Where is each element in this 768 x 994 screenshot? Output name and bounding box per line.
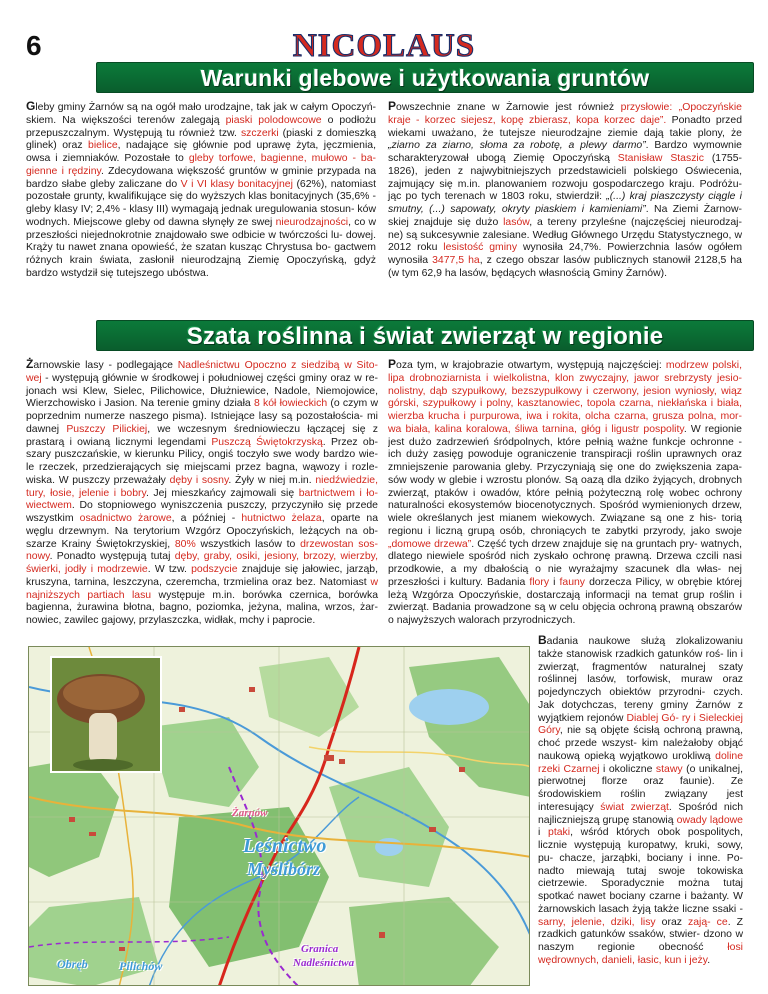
text-run: owady lądowe	[676, 814, 743, 826]
text-run: o podłożu przepuszczalnym. Występują tu również tzw.	[26, 114, 376, 139]
text-run: modrzew polski, lipa drobnoziarnista i wielkolistna, klon zwyczajny, jawor srebrzysty jesio- nolistny, dąb szypułkowy, bezszypułkowy i czerwony, jesion wyniosły, wiąz górski, szypułkowy i polny, kasztanowiec, topola czarna, niekłańska i biała, wierzba krucha i purpurowa, iwa i rokita, olcha czarna, grusza polna, mor- wa biała, kalina koralowa, śliwa tarnina, głóg i ligustr pospolity	[388, 360, 742, 435]
text-run: niedźwiedzie, tury, łosie, jelenie i bobry	[26, 474, 378, 499]
text-run: (1755- 1826), jeden z najwybitniejszych przedstawicieli polskiego Oświecenia, zajmujący się m.in. planowaniem rozwoju gospodarczego kraju. Podróżu- jąc po tych terenach w 1803 roku, stwierdził:	[388, 153, 742, 203]
text-run: Stanisław Staszic	[617, 153, 704, 164]
text-run: lasów	[503, 216, 530, 228]
text-run: . Do stopniowego wyniszczenia puszczy, przyczyniło się przede wszystkim	[26, 500, 378, 524]
map-label-zarnow-forest: Żarnów	[232, 807, 268, 819]
text-run: i	[538, 827, 549, 839]
text-run: , a tereny przyleśne (najczęściej nieurodzaj- ne) są sukcesywnie zalesiane. Według Głównego Urzędu Statystycznego, w 2012 roku	[388, 216, 742, 254]
text-run: B	[538, 633, 547, 647]
text-run: . Część tych drzew znajduje się na gruntach pry- watnych, dlatego niewiele spośród nich zyskało ochronę prawną. Drzewa czcili nasi przodkowie, a my dbałością o nie wyrażajmy szacunek dla włas- nej przeszłości i kultury. Badania	[388, 538, 742, 588]
text-run: świat zwierząt	[600, 801, 669, 813]
soil-left-column	[26, 100, 376, 281]
map-label-lesnictwo: Leśnictwo	[243, 835, 327, 857]
text-run: „domowe drzewa”	[388, 538, 472, 550]
flora-right-column	[388, 358, 742, 643]
text-run: łosi wędrownych, danieli, łasic, kun i jeży	[538, 942, 743, 966]
text-run: oraz	[655, 916, 689, 928]
text-run: , nadające się głównie pod uprawę żyta, jęczmienia, owsa i ziemniaków. Pozostałe to	[26, 140, 376, 164]
text-run: hutnictwo żelaza	[241, 513, 322, 524]
text-run: . Spośród nich najliczniejszą grupę stanowią	[538, 801, 743, 826]
text-run: Nadleśnictwu Opoczno z siedzibą w Sito- wej	[26, 360, 378, 384]
text-run: 3477,5 ha	[432, 255, 480, 266]
map-label-nadlesnictwa: Nadleśnictwa	[293, 957, 355, 969]
text-run: arnowskie lasy - podlegające	[33, 360, 178, 371]
text-run: P	[388, 99, 397, 113]
logo-text: NICOLAUS	[292, 28, 476, 62]
text-run: (62%), natomiast pozostałe grunty, kwalifikujące się do wyższych klas bonitacyjnych (35,6% - gleby klasy IV; 2,4% - klasy III) wymagają jednak uregulowania stosun- ków wodnych. Miejscowe gleby od dawna słynęły ze swej	[26, 178, 376, 228]
text-run: , wśród których obok pospolitych, licznie występują kuropatwy, kruki, sowy, pu- chacze, jarząbki, bociany i inne. Po- nadto miewają tutaj swoje tokowiska cietrzewie. Sporadycznie można tutaj spotkać nawet bociany czarne i bażanty. W żarnowskich lasach żyją także liczne ssaki -	[538, 827, 743, 915]
text-run: fauny	[559, 576, 586, 588]
text-run: 80%	[174, 538, 196, 550]
text-run: „(...) kraj piaszczysty ciągle i smutny, (...) sapowaty, okryty piaskiem i kamieniami”	[388, 191, 742, 215]
text-run: i okoliczne	[599, 763, 656, 775]
text-run: G	[26, 99, 36, 113]
text-run: . Zdecydowana większość gruntów w gminie przypada na bardzo słabe gleby zaliczane do	[26, 165, 376, 190]
text-run: dęby, graby, osiki, jesiony, brzozy, wierzby, świerki, jodły i modrzewie	[26, 551, 378, 575]
text-run: drzewostan sos- nowy	[26, 538, 378, 563]
text-run: wynosiła 24,7%. Powierzchnia lasów ogółem wynosiła	[388, 242, 743, 266]
text-run: , a później -	[171, 513, 242, 524]
text-run: (o czym w poprzednim numerze naszego pisma). Istniejące lasy są pozostałościa- mi dawnej	[26, 398, 378, 435]
text-run: sarny, jelenie, dziki, lisy	[538, 916, 656, 928]
page-number: 6	[26, 30, 42, 61]
text-run: - występują głównie w środkowej i południowej części gminy oraz w re- jonach wsi Klew, Sielec, Pilichowice, Dłużniewice, Nadole, Niemojowice, Wierzchowisko i Jasion. Na terenie gminy działa	[26, 372, 378, 410]
text-run: piaski polodowcowe	[225, 114, 322, 126]
forest-map	[28, 646, 530, 986]
text-run: , z czego obszar lasów publicznych stanowił 2128,5 ha (w tym 62,9 ha lasów, będących własnością Gminy Żarnów).	[388, 255, 742, 279]
text-run: dorzecza Pilicy, w obrębie której leżą Wzgórza Opoczyńskie, dostarczają informacji na temat grup roślin i zwierząt. Badania prowadzone są w celu objęcia ochroną prawną obszarów o najwyższych walorach przyrodniczych.	[388, 576, 742, 626]
text-run: dęby i sosny	[169, 474, 229, 486]
map-label-mysliborz: Myślibórz	[247, 859, 321, 879]
text-run: . Przez ob- szary puszczańskie, w kierunku Pilicy, ongiś toczyło swe wody bardzo wie- le rzeczek, przedzierających się miejscami przez bagna, wąwozy i rozle- wiska. W puszczy przeważały	[26, 436, 378, 486]
map-label-granica: Granica	[301, 943, 339, 955]
text-run: , oparte na węglu drzewnym. Na terytorium Wzgórz Opoczyńskich, leżących na ob- szarze Krainy Świętokrzyskiej,	[26, 513, 379, 550]
text-run: podszycie	[191, 564, 238, 575]
text-run: występuje m.in. borówka czernica, borówka bagienna, żurawina błotna, bagno, poziomka, jeżyna, malina, wrzos, żar- nowiec, zawilec gajowy, przylaszczka, widłak, mchy i paprocie.	[26, 589, 378, 626]
text-run: szczerki	[240, 127, 279, 139]
text-run: . Na Ziemi Żarnow- skiej znajduje się dużo	[388, 204, 742, 228]
text-run: nieurodzajności	[275, 216, 349, 228]
text-run: ptaki	[548, 827, 571, 839]
text-run: gleby torfowe, bagienne, mułowo - ba- gienne i rędziny	[26, 153, 376, 177]
section-title-flora-fauna: Szata roślinna i świat zwierząt w regionie	[96, 320, 754, 351]
text-run: Ż	[26, 357, 34, 371]
text-run: .	[707, 954, 711, 966]
text-run: Puszczy Pilickiej	[66, 423, 148, 435]
text-run: doline rzeki Czarnej	[538, 750, 743, 775]
soil-right-column	[388, 100, 742, 281]
nicolaus-logo	[268, 28, 500, 64]
text-run: (o unikalnej, pierwotnej florze oraz faunie). Ze środowiskiem roślin związany jest interesujący	[538, 763, 743, 813]
text-run: (piaski z domieszką glinek) oraz	[26, 127, 376, 152]
text-run: osadnictwo żarowe	[79, 513, 172, 524]
text-run: i	[549, 576, 560, 588]
text-run: stawy	[655, 763, 683, 775]
text-run: flory	[529, 576, 550, 588]
flora-left-column	[26, 358, 378, 628]
flora-side-column	[538, 634, 743, 968]
text-run: znajduje się jałowiec, jarząb, kruszyna, tarnina, leszczyna, czeremcha, trzmielina oraz bez. Natomiast	[26, 564, 379, 588]
text-run: V i VI klasy bonitacyjnej	[180, 178, 293, 190]
text-run: . Bardzo wymownie scharakteryzował ubogą Ziemię Opoczyńską	[388, 140, 742, 164]
text-run: przysłowie: „Opoczyńskie kraje - korzec siejesz, kopę zbierasz, kopa korzec daje”.	[388, 102, 742, 126]
text-run: w najniższych partiach lasu	[26, 576, 378, 601]
text-run: zają- ce	[688, 916, 728, 928]
text-run: . W regionie jest dużo zadrzewień śródpolnych, które pełnią ważne funkcje ochronne - ich duży zasięg powoduje ograniczenie transpiracji roślin uprawnych oraz zmniejszenie parowania gleby. Przyczyniają się one do zwiększenia zapa- sów wody w glebie i wzrostu plonów. Są oazą dla dziko żyjących, drobnych zwierząt, ptaków i owadów, które pełnią pożyteczną rolę wobec ochrony naturalności ekosystemów biocenotycznych. Spośród wymienionych drzew, wiele określanych jest mianem wiekowych. Związane są one z his- torią regionu i liczną grupą osób, chroniących te zabytki przyrody, jako swoje	[388, 423, 742, 537]
text-run: adania naukowe służą zlokalizowaniu także stanowisk rzadkich gatunków roś- lin i zwierząt, fragmentów naturalnej szaty roślinnej lasów, torfowisk, muraw oraz pojedynczych obiektów przyrodni- czych. Jak dotychczas, tereny gminy Żarnów z wyjątkiem rejonów	[538, 636, 743, 724]
text-run: „ziarno za ziarno, słoma za robotę, a plewy darmo”	[388, 140, 646, 152]
text-run: bielice	[88, 140, 118, 152]
text-run: wszystkich lasów to	[195, 538, 301, 550]
text-run: . Żyły w niej m.in.	[228, 474, 316, 486]
section-title-soil: Warunki glebowe i użytkowania gruntów	[96, 62, 754, 93]
text-run: , we wczesnym średniowieczu łączącej się z prastarą i owianą licznymi legendami	[26, 423, 378, 448]
text-run: Puszczą Świętokrzyską	[211, 436, 323, 448]
text-run: , co w przeszłości niejednokrotnie znajdowało swe odbicie w twórczości lu- dowej. Krąży tu nawet znana opowieść, że szatan kusząc Chrystusa bo- gactwem różnych krain świata, zasłonił nieurodzajną Ziemię Opoczyńską, gdyż bardzo wstydził się tutejszego ubóstwa.	[26, 216, 376, 279]
text-run: oza tym, w krajobrazie otwartym, występują najczęściej:	[396, 360, 666, 371]
text-run: 8 kół łowieckich	[253, 398, 328, 410]
map-label-obreb: Obręb	[57, 957, 88, 971]
text-run: bartnictwem i ło- wiectwem	[26, 487, 379, 512]
map-label-pilichow: Pilichów	[119, 959, 163, 973]
text-run: Diablej Gó- ry i Sieleckiej Góry	[538, 712, 744, 737]
text-run: Ponadto przed wiekami uważano, że tutejsze nieurodzajne ziemie dają takie plony, że	[388, 114, 743, 139]
text-run: . Jej mieszkańcy zajmowali się	[145, 487, 299, 499]
text-run: . Z rzadkich gatunków ssaków, stwier- dzono w naszym regionie obecność	[538, 916, 743, 953]
text-run: lesistość gminy	[443, 242, 518, 254]
text-run: P	[388, 358, 397, 371]
text-run: leby gminy Żarnów są na ogół mało urodzajne, tak jak w całym Opoczyń- skiem. Na większości terenów zalegają	[26, 102, 376, 126]
text-run: owszechnie znane w Żarnowie jest również	[396, 102, 621, 113]
text-run: . Ponadto występują tutaj	[49, 551, 175, 563]
text-run: , nie są objęte ścisłą ochroną prawną, choć przede wszyst- kim należałoby objąć naukową opieką wyjątkowo urokliwą	[538, 725, 743, 762]
text-run: . W tzw.	[147, 564, 192, 575]
